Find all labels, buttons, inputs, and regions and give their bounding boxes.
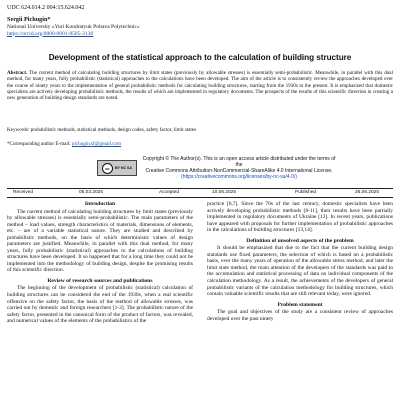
keywords [7, 127, 393, 133]
license-block [97, 154, 337, 185]
abstract-label: Abstract. [7, 70, 28, 76]
right-column [207, 201, 393, 326]
affiliation: National University «Yuri Kondratyuk Poltava Polytechnic» [7, 24, 140, 30]
abstract [7, 70, 393, 101]
keywords-label: Keywords: [7, 127, 30, 133]
left-column [7, 201, 193, 329]
license-url-link[interactable]: (https://creativecommons.org/licenses/by-nc-sa/4.0/) [181, 174, 297, 181]
published-date: 26.06.2025 [355, 190, 380, 195]
keywords-text: probabilistic methods, statistical methods, design codes, safety factor, limit states [30, 127, 197, 133]
author-affiliation-block [7, 24, 140, 37]
license-text [139, 156, 339, 180]
definition-paragraph: It should be emphasized that due to the fact that the current building design standards use fixed parameters, the selection of which is based on a probabilistic basis, over the many years of operation of the allowable stress method, and later the limit state method, the main attention of the developers of the standards was paid to the accumulation and statistical processing of data on individual components of the calculation methodology. As a result, the achievements of the developers of general probabilistic variants of the calculation methodology for building structures, which contain valuable scientific results that are still relevant today, were ignored. [207, 245, 393, 298]
received-label: Received [13, 190, 33, 195]
orcid-link[interactable]: https://orcid.org/0000-0001-8505-2130 [7, 30, 94, 37]
license-line-1: Copyright © The Author(s). This is an open access article distributed under the terms of the [142, 156, 336, 169]
problem-paragraph: The goal and objectives of the study are a consistent review of approaches developed over the past ninety [207, 309, 393, 322]
author-name: Sergii Pichugin* [7, 16, 51, 23]
intro-heading: Introduction [84, 201, 116, 207]
definition-heading: Definition of unsolved aspects of the problem [246, 237, 354, 244]
received-date: 05.03.2025 [79, 190, 104, 195]
license-line-2: Creative Commons Attribution-NonCommercial-ShareAlike 4.0 International License. [145, 168, 333, 175]
review-heading: Review of research sources and publications [47, 277, 153, 284]
cc-license-badge[interactable] [97, 160, 137, 176]
correspondence-label: *Corresponding author E-mail: [7, 141, 71, 147]
intro-paragraph: The current method of calculating building structures by limit states (previously by allowable stresses) is essentially semi-probabilistic. The main parameters of the method – load values, strength characteristics of materials, dimensions of elements, etc. – are of a variable statistical nature. They are studied and described by probabilistic methods, on the basis of which deterministic values of design parameters are justified. Meanwhile, in parallel with this dual method, for many years, fully probabilistic (statistical) approaches to the calculations of building structures have been developed. It so happened that for a long time they could not be implemented into the methodology of building design, despite the promising results of this scientific direction. [7, 208, 193, 274]
abstract-text: The current method of calculating building structures by limit states (previously by allowable stresses) is essentially semi-probabilistic. Meanwhile, in parallel with this dual method, for many years, fully probabilistic (statistical) approaches to the calculations have been developed. The aim of the article is to consistently review the approaches developed over the course of ninety years to the implementation of general probabilistic methods for calculating building structures, starting from the 1930s to the present. It is emphasized that domestic specialists are actively developing probabilistic methods, the results of which are implemented in regulatory documents. The prospects of the results of this scientific direction in creating a new generation of building design standards are noted. [7, 70, 393, 101]
udc-code: UDC 624.014.2 004:15.624.042 [7, 5, 85, 11]
correspondence [7, 141, 121, 147]
email-link[interactable]: pichugin.sf@gmail.com [71, 141, 122, 147]
cc-badge-text: BY NC SA [114, 166, 133, 170]
accepted-label: Accepted [159, 190, 180, 195]
right-paragraph-1: practice [6,7]. Since the 70s of the last century, domestic specialists have been actively developing probabilistic methods [8-11], their results have been partially implemented in regulatory documents of Ukraine [12]. In recent years, publications have appeared with proposals for further implementation of probabilistic approaches in the calculations of building structures [13,14]. [207, 201, 393, 234]
published-label: Published [295, 190, 317, 195]
review-paragraph: The beginning of the development of probabilistic (statistical) calculation of building structures can be considered the end of the 1930s, when a real scientific offensive on the safety factor, the basis of the method of allowable stresses, was carried out by domestic and foreign researchers [1-3]. The probabilistic nature of the safety factor, presented in the canonical form of the product of factors, was revealed, and numerical values of the elements of the probabilistics of the [7, 285, 193, 325]
problem-heading: Problem statement [277, 301, 323, 308]
dates-bar [7, 188, 393, 198]
cc-icon: cc [102, 163, 113, 174]
article-title: Development of the statistical approach to the calculation of building structure [48, 53, 352, 62]
accepted-date: 10.06.2025 [212, 190, 237, 195]
